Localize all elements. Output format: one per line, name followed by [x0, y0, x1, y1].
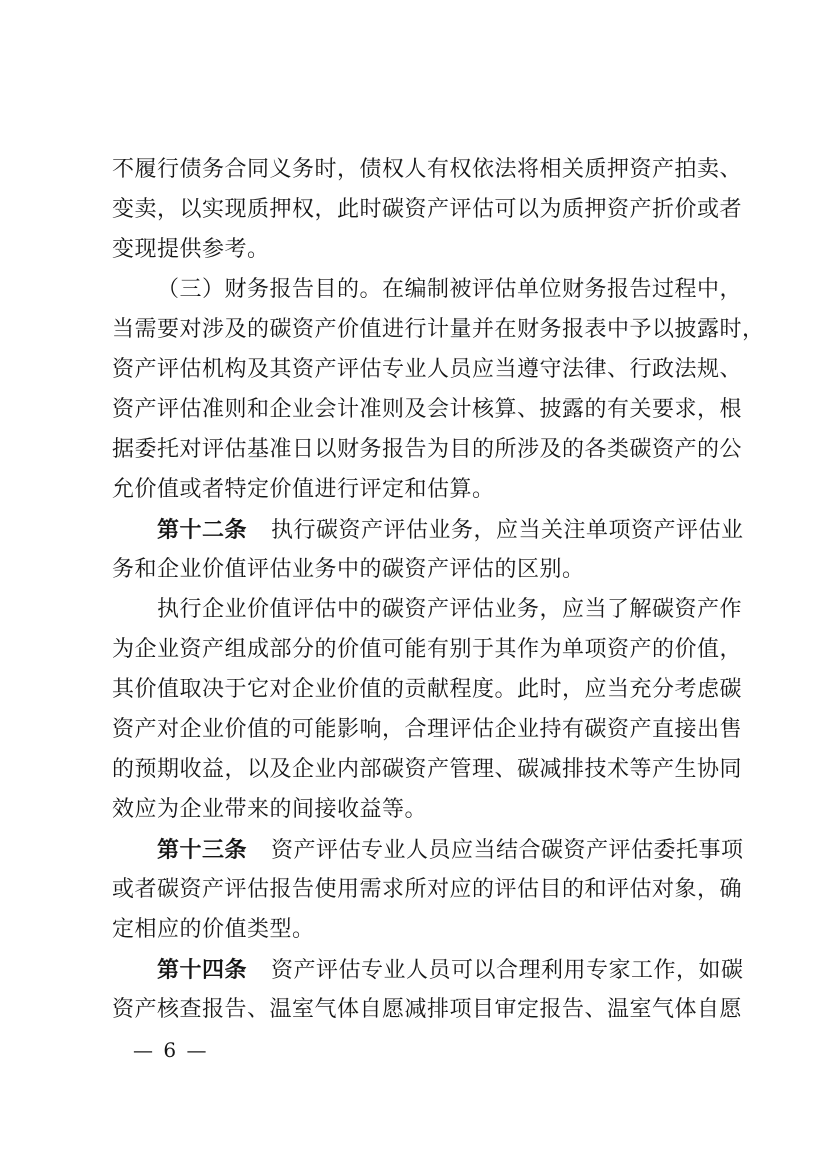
page-number: — 6 —	[133, 1038, 209, 1062]
text-line: 其价值取决于它对企业价值的贡献程度。此时，应当充分考虑碳	[112, 677, 743, 702]
text-line: 资产对企业价值的可能影响，合理评估企业持有碳资产直接出售	[112, 717, 743, 742]
text-line: 当需要对涉及的碳资产价值进行计量并在财务报表中予以披露时，	[112, 317, 765, 342]
text-line: 变现提供参考。	[112, 237, 270, 262]
text-line: 定相应的价值类型。	[112, 917, 315, 942]
text-line: 的预期收益，以及企业内部碳资产管理、碳减排技术等产生协同	[112, 757, 743, 782]
article-13-label: 第十三条	[157, 837, 248, 863]
text-line: 效应为企业带来的间接收益等。	[112, 797, 428, 822]
text-line: 允价值或者特定价值进行评定和估算。	[112, 477, 495, 502]
text-line: 为企业资产组成部分的价值可能有别于其作为单项资产的价值，	[112, 637, 743, 662]
article-13-text: 资产评估专业人员应当结合碳资产评估委托事项	[271, 838, 744, 863]
text-line-section-3-heading: （三）财务报告目的。在编制被评估单位财务报告过程中，	[157, 277, 743, 302]
article-14-label: 第十四条	[157, 957, 248, 983]
text-line: 务和企业价值评估业务中的碳资产评估的区别。	[112, 557, 585, 582]
text-line-article-12	[112, 510, 760, 550]
document-body	[112, 150, 765, 1030]
text-line-article-14	[112, 950, 760, 990]
text-line: 据委托对评估基准日以财务报告为目的所涉及的各类碳资产的公	[112, 437, 743, 462]
text-line: 资产评估准则和企业会计准则及会计核算、披露的有关要求，根	[112, 397, 743, 422]
article-14-text: 资产评估专业人员可以合理利用专家工作，如碳	[271, 958, 744, 983]
text-line-article-13	[112, 830, 760, 870]
text-line: 资产核查报告、温室气体自愿减排项目审定报告、温室气体自愿	[112, 997, 743, 1022]
text-line: 不履行债务合同义务时，债权人有权依法将相关质押资产拍卖、	[112, 157, 743, 182]
article-12-label: 第十二条	[157, 517, 248, 543]
text-line: 或者碳资产评估报告使用需求所对应的评估目的和评估对象，确	[112, 877, 743, 902]
text-line: 执行企业价值评估中的碳资产评估业务，应当了解碳资产作	[157, 597, 743, 622]
text-line: 变卖，以实现质押权，此时碳资产评估可以为质押资产折价或者	[112, 197, 743, 222]
text-line: 资产评估机构及其资产评估专业人员应当遵守法律、行政法规、	[112, 357, 743, 382]
article-12-text: 执行碳资产评估业务，应当关注单项资产评估业	[271, 518, 744, 543]
